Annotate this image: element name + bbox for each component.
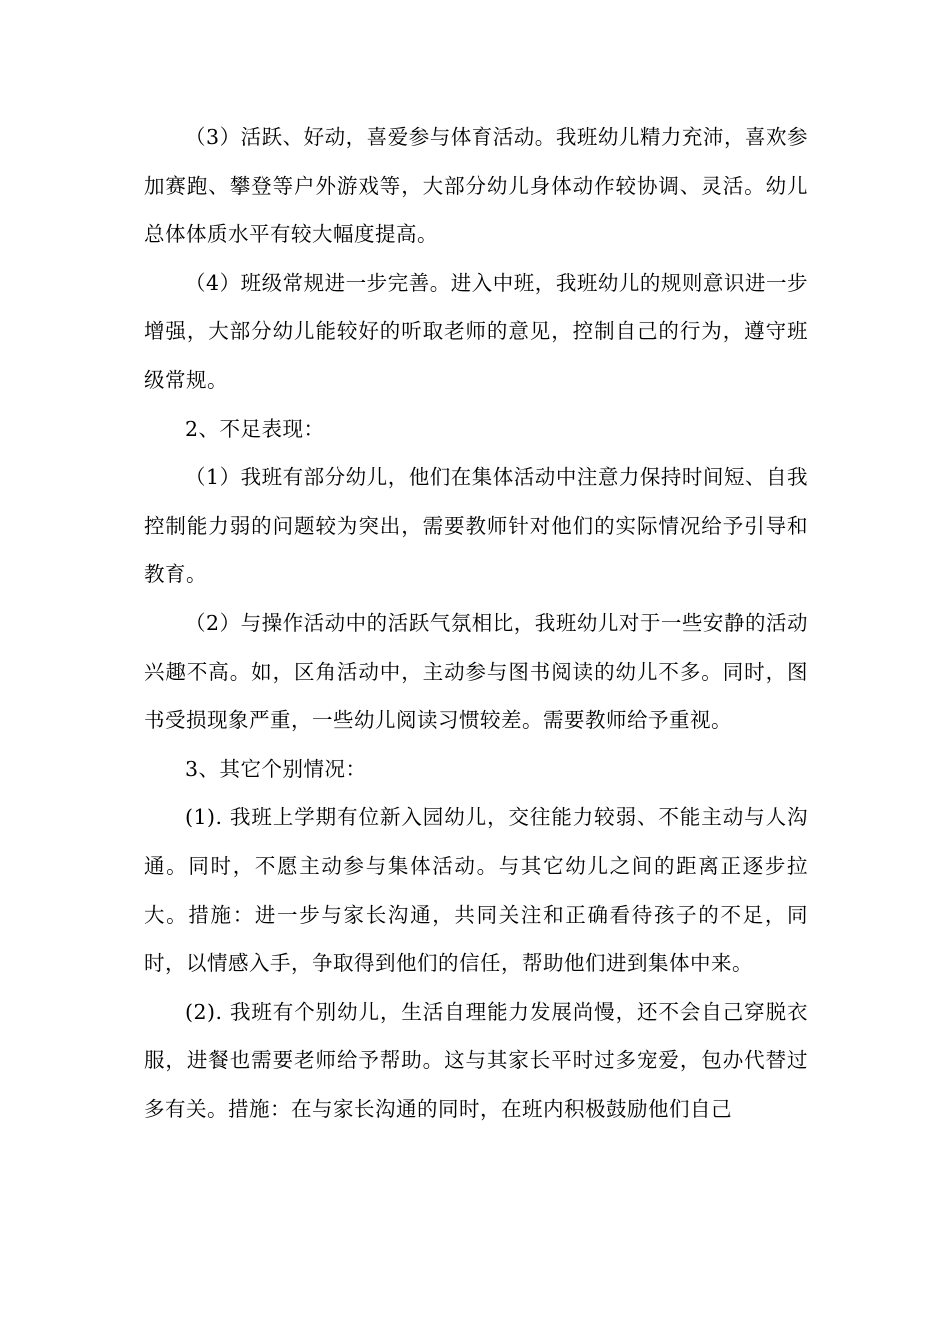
document-body (144, 113, 808, 1133)
paragraph-attention: （1）我班有部分幼儿，他们在集体活动中注意力保持时间短、自我控制能力弱的问题较为突出，需要教师针对他们的实际情况给予引导和教育。 (144, 465, 808, 587)
paragraph-new-child: (1). 我班上学期有位新入园幼儿，交往能力较弱、不能主动与人沟通。同时，不愿主动参与集体活动。与其它幼儿之间的距离正逐步拉大。措施：进一步与家长沟通，共同关注和正确看待孩子的不足，同时，以情感入手，争取得到他们的信任，帮助他们进到集体中来。 (144, 805, 808, 976)
heading-shortcomings: 2、不足表现： (185, 416, 325, 441)
paragraph-reading-interest: （2）与操作活动中的活跃气氛相比，我班幼儿对于一些安静的活动兴趣不高。如，区角活动中，主动参与图书阅读的幼儿不多。同时，图书受损现象严重，一些幼儿阅读习惯较差。需要教师给予重视。 (144, 610, 808, 733)
paragraph-activity: （3）活跃、好动，喜爱参与体育活动。我班幼儿精力充沛，喜欢参加赛跑、攀登等户外游戏等，大部分幼儿身体动作较协调、灵活。幼儿总体体质水平有较大幅度提高。 (144, 125, 808, 247)
paragraph-class-routine: （4）班级常规进一步完善。进入中班，我班幼儿的规则意识进一步增强，大部分幼儿能较好的听取老师的意见，控制自己的行为，遵守班级常规。 (144, 270, 808, 392)
heading-other-cases: 3、其它个别情况： (185, 756, 367, 781)
paragraph-self-care: (2). 我班有个别幼儿，生活自理能力发展尚慢，还不会自己穿脱衣服，进餐也需要老师给予帮助。这与其家长平时过多宠爱，包办代替过多有关。措施：在与家长沟通的同时，在班内积极鼓励他们自己 (144, 999, 808, 1121)
